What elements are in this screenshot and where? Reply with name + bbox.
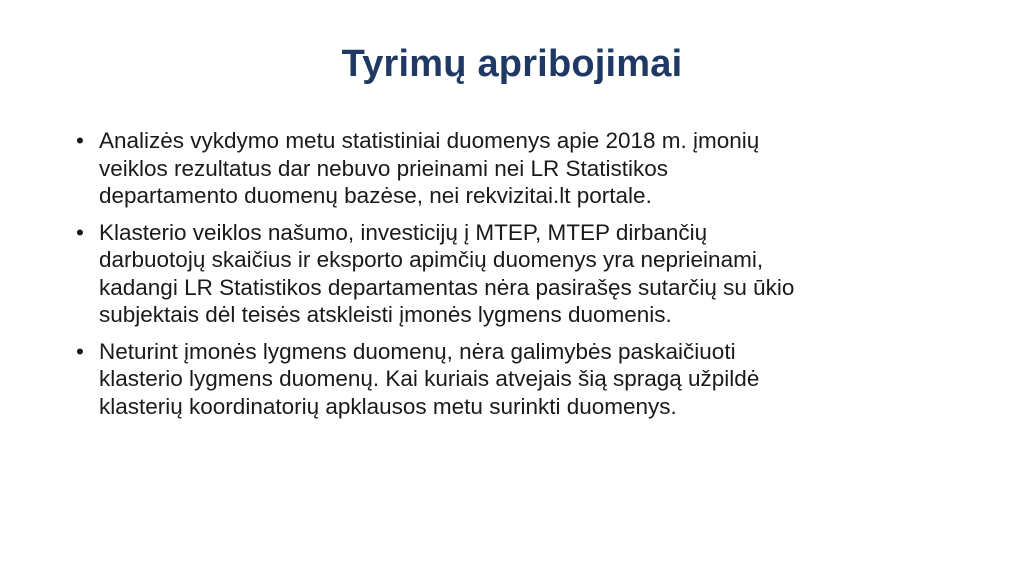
bullet-line: Analizės vykdymo metu statistiniai duomenys apie 2018 m. įmonių <box>99 128 760 153</box>
bullet-line: veiklos rezultatus dar nebuvo prieinami nei LR Statistikos <box>99 155 669 181</box>
bullet-icon: • <box>76 128 84 153</box>
bullet-icon: • <box>76 219 84 245</box>
bullet-item <box>76 127 956 210</box>
bullet-list <box>76 127 956 429</box>
bullet-line: subjektais dėl teisės atskleisti įmonės lygmens duomenis. <box>99 302 672 327</box>
slide-title: Tyrimų apribojimai <box>341 43 683 85</box>
bullet-line: klasterio lygmens duomenų. Kai kuriais atvejais šią spragą užpildė <box>99 366 760 391</box>
bullet-item <box>76 338 956 421</box>
bullet-line: darbuotojų skaičius ir eksporto apimčių duomenys yra neprieinami, <box>99 247 764 272</box>
bullet-line: klasterių koordinatorių apklausos metu surinkti duomenys. <box>99 393 677 419</box>
bullet-line: Klasterio veiklos našumo, investicijų į MTEP, MTEP dirbančių <box>99 219 708 245</box>
bullet-line: kadangi LR Statistikos departamentas nėra pasirašęs sutarčių su ūkio <box>99 274 795 300</box>
bullet-line: departamento duomenų bazėse, nei rekvizitai.lt portale. <box>99 183 652 208</box>
bullet-line: Neturint įmonės lygmens duomenų, nėra galimybės paskaičiuoti <box>99 338 736 364</box>
bullet-item <box>76 219 956 329</box>
bullet-icon: • <box>76 338 84 364</box>
